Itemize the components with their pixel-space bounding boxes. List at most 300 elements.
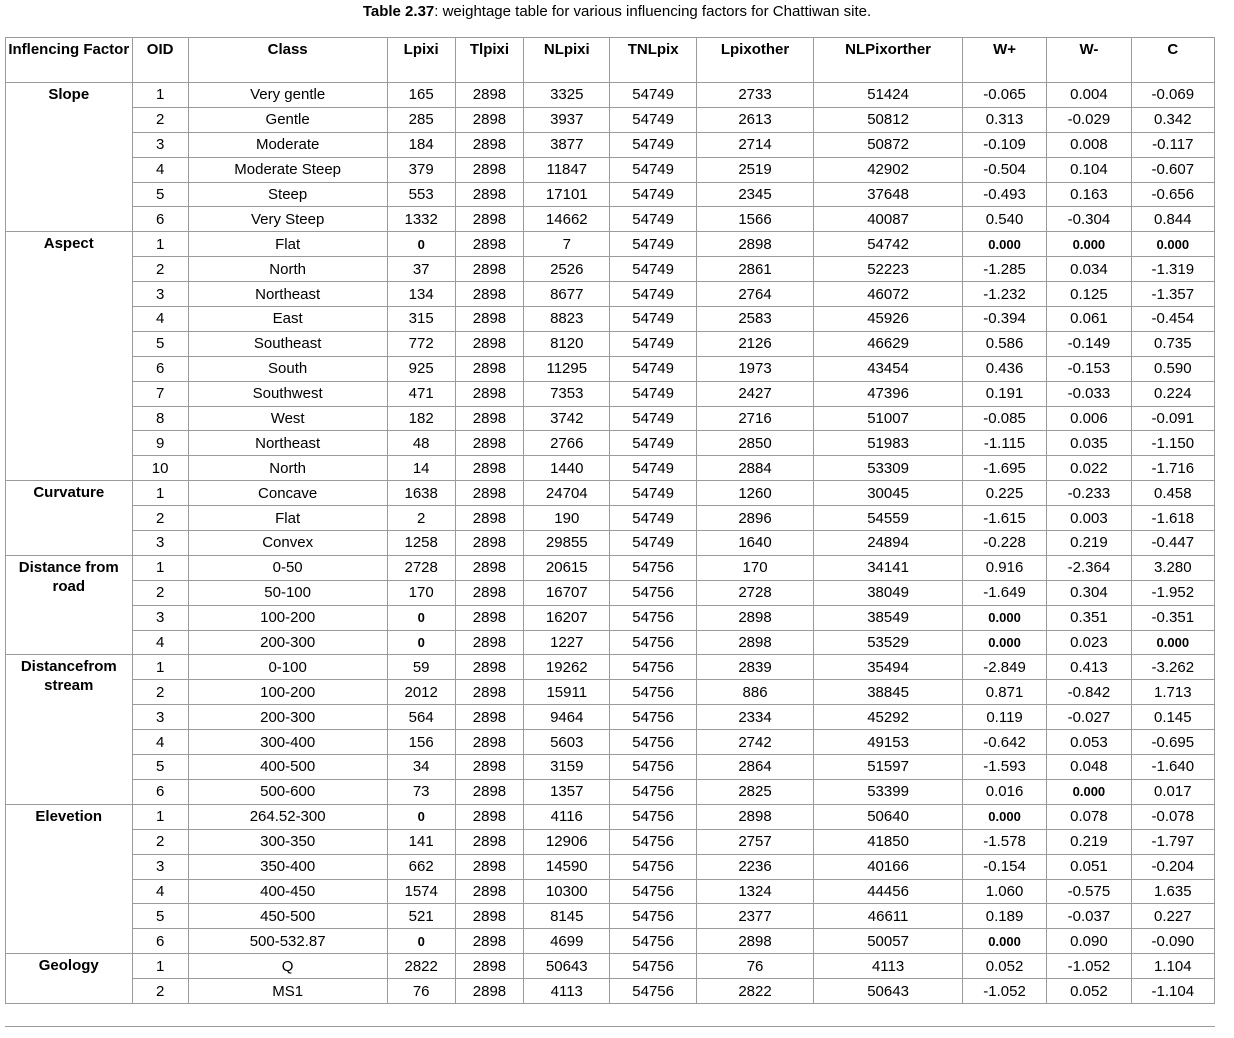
table-cell: 0 <box>387 929 455 954</box>
table-cell: 0.000 <box>1047 779 1131 804</box>
table-cell: 0.540 <box>962 207 1046 232</box>
table-cell: 0.225 <box>962 481 1046 506</box>
table-cell: -0.029 <box>1047 107 1131 132</box>
table-cell: 0.145 <box>1131 705 1214 730</box>
table-cell: -1.104 <box>1131 979 1214 1004</box>
table-cell: 0.224 <box>1131 381 1214 406</box>
table-cell: 2526 <box>524 257 610 282</box>
table-cell: 200-300 <box>188 630 387 655</box>
table-cell: 2126 <box>696 331 813 356</box>
table-cell: 2757 <box>696 829 813 854</box>
table-cell: 0 <box>387 630 455 655</box>
table-cell: 2427 <box>696 381 813 406</box>
table-cell: 2884 <box>696 456 813 481</box>
table-cell: 0.000 <box>1131 630 1214 655</box>
table-cell: 2 <box>132 506 188 531</box>
table-cell: 54749 <box>610 381 696 406</box>
table-cell: Gentle <box>188 107 387 132</box>
table-cell: 16707 <box>524 580 610 605</box>
table-cell: 2898 <box>455 207 523 232</box>
table-row <box>6 730 1215 755</box>
column-header: NLpixi <box>524 38 610 83</box>
table-cell: 2898 <box>455 655 523 680</box>
table-cell: 54742 <box>814 232 963 257</box>
table-cell: 59 <box>387 655 455 680</box>
table-cell: 0.342 <box>1131 107 1214 132</box>
table-row <box>6 580 1215 605</box>
table-cell: 29855 <box>524 531 610 556</box>
table-cell: -0.117 <box>1131 132 1214 157</box>
table-cell: 0.313 <box>962 107 1046 132</box>
table-cell: 2334 <box>696 705 813 730</box>
table-cell: 5603 <box>524 730 610 755</box>
table-cell: 34141 <box>814 555 963 580</box>
table-cell: 2898 <box>696 630 813 655</box>
table-cell: -1.150 <box>1131 431 1214 456</box>
table-cell: 47396 <box>814 381 963 406</box>
table-cell: 54749 <box>610 257 696 282</box>
table-cell: 2896 <box>696 506 813 531</box>
table-cell: 2 <box>132 979 188 1004</box>
table-cell: 2898 <box>455 257 523 282</box>
table-cell: 2898 <box>455 605 523 630</box>
table-cell: 1 <box>132 555 188 580</box>
table-cell: 6 <box>132 929 188 954</box>
table-cell: -0.493 <box>962 182 1046 207</box>
table-cell: 46072 <box>814 282 963 307</box>
table-cell: -1.695 <box>962 456 1046 481</box>
table-cell: -0.447 <box>1131 531 1214 556</box>
table-row <box>6 531 1215 556</box>
table-cell: 2898 <box>455 331 523 356</box>
column-header: W- <box>1047 38 1131 83</box>
table-cell: 450-500 <box>188 904 387 929</box>
table-cell: 2825 <box>696 779 813 804</box>
table-cell: -1.232 <box>962 282 1046 307</box>
column-header: Tlpixi <box>455 38 523 83</box>
table-cell: 2898 <box>455 531 523 556</box>
table-cell: Southeast <box>188 331 387 356</box>
table-cell: 54756 <box>610 904 696 929</box>
table-cell: 772 <box>387 331 455 356</box>
table-cell: 5 <box>132 331 188 356</box>
table-cell: -0.228 <box>962 531 1046 556</box>
table-cell: 2898 <box>455 979 523 1004</box>
table-cell: -0.078 <box>1131 804 1214 829</box>
table-cell: 0 <box>387 605 455 630</box>
table-cell: 1.713 <box>1131 680 1214 705</box>
table-cell: Q <box>188 954 387 979</box>
table-cell: 170 <box>696 555 813 580</box>
table-cell: 3 <box>132 132 188 157</box>
table-cell: 0.078 <box>1047 804 1131 829</box>
table-cell: 0.052 <box>962 954 1046 979</box>
table-row <box>6 257 1215 282</box>
table-row <box>6 705 1215 730</box>
table-cell: 2898 <box>455 431 523 456</box>
table-cell: 50640 <box>814 804 963 829</box>
table-cell: 50643 <box>814 979 963 1004</box>
table-cell: 54756 <box>610 954 696 979</box>
table-cell: 14662 <box>524 207 610 232</box>
table-cell: -1.615 <box>962 506 1046 531</box>
factor-cell: Geology <box>6 954 133 1004</box>
table-cell: 46629 <box>814 331 963 356</box>
table-cell: 0.458 <box>1131 481 1214 506</box>
table-cell: 0.023 <box>1047 630 1131 655</box>
table-cell: -0.149 <box>1047 331 1131 356</box>
table-cell: Flat <box>188 232 387 257</box>
table-cell: 6 <box>132 207 188 232</box>
table-cell: 54756 <box>610 580 696 605</box>
table-row <box>6 929 1215 954</box>
table-cell: 2898 <box>455 680 523 705</box>
table-cell: 2898 <box>455 879 523 904</box>
weightage-table <box>5 37 1215 1004</box>
table-cell: 285 <box>387 107 455 132</box>
table-cell: 2864 <box>696 755 813 780</box>
table-cell: 2898 <box>455 705 523 730</box>
table-cell: 2345 <box>696 182 813 207</box>
table-cell: 54756 <box>610 804 696 829</box>
table-cell: 100-200 <box>188 605 387 630</box>
table-cell: 37 <box>387 257 455 282</box>
table-cell: 165 <box>387 83 455 108</box>
table-cell: 0.590 <box>1131 356 1214 381</box>
table-cell: 1640 <box>696 531 813 556</box>
table-cell: 50812 <box>814 107 963 132</box>
table-row <box>6 157 1215 182</box>
table-cell: Moderate Steep <box>188 157 387 182</box>
table-cell: 2898 <box>455 282 523 307</box>
table-cell: Very gentle <box>188 83 387 108</box>
table-cell: -0.027 <box>1047 705 1131 730</box>
table-cell: 37648 <box>814 182 963 207</box>
caption-text: : weightage table for various influencing factors for Chattiwan site. <box>434 3 872 20</box>
table-cell: 53309 <box>814 456 963 481</box>
column-header: Lpixi <box>387 38 455 83</box>
table-cell: 2583 <box>696 307 813 332</box>
table-cell: Steep <box>188 182 387 207</box>
table-cell: 19262 <box>524 655 610 680</box>
table-cell: 54749 <box>610 406 696 431</box>
table-cell: 3 <box>132 605 188 630</box>
table-row <box>6 779 1215 804</box>
table-cell: 350-400 <box>188 854 387 879</box>
table-cell: 54749 <box>610 232 696 257</box>
table-cell: 2898 <box>455 630 523 655</box>
table-cell: 0.000 <box>962 605 1046 630</box>
table-cell: 0.051 <box>1047 854 1131 879</box>
table-cell: 0.189 <box>962 904 1046 929</box>
table-cell: Southwest <box>188 381 387 406</box>
table-cell: 1638 <box>387 481 455 506</box>
table-cell: -0.575 <box>1047 879 1131 904</box>
table-row <box>6 282 1215 307</box>
table-cell: 0.000 <box>962 630 1046 655</box>
table-cell: 2898 <box>455 406 523 431</box>
table-cell: 2898 <box>455 356 523 381</box>
table-cell: 886 <box>696 680 813 705</box>
table-cell: 0.436 <box>962 356 1046 381</box>
table-cell: 54756 <box>610 730 696 755</box>
table-cell: 54756 <box>610 829 696 854</box>
table-cell: 2898 <box>455 381 523 406</box>
table-cell: 2 <box>387 506 455 531</box>
table-cell: 0.003 <box>1047 506 1131 531</box>
table-cell: -0.454 <box>1131 307 1214 332</box>
table-cell: 1 <box>132 804 188 829</box>
table-cell: 76 <box>696 954 813 979</box>
table-cell: -0.695 <box>1131 730 1214 755</box>
table-body <box>6 83 1215 1004</box>
table-cell: 2728 <box>387 555 455 580</box>
table-cell: 2898 <box>455 730 523 755</box>
table-cell: -1.357 <box>1131 282 1214 307</box>
table-cell: 2 <box>132 107 188 132</box>
table-cell: 54756 <box>610 879 696 904</box>
table-cell: -1.285 <box>962 257 1046 282</box>
table-cell: 50-100 <box>188 580 387 605</box>
table-cell: 0.000 <box>1131 232 1214 257</box>
table-cell: -1.115 <box>962 431 1046 456</box>
table-cell: 35494 <box>814 655 963 680</box>
table-cell: 379 <box>387 157 455 182</box>
table-cell: -1.618 <box>1131 506 1214 531</box>
table-cell: 2898 <box>455 107 523 132</box>
table-cell: -0.069 <box>1131 83 1214 108</box>
table-row <box>6 904 1215 929</box>
table-cell: -1.649 <box>962 580 1046 605</box>
table-cell: 54749 <box>610 356 696 381</box>
table-cell: 564 <box>387 705 455 730</box>
table-cell: 2898 <box>455 83 523 108</box>
table-cell: 2898 <box>455 904 523 929</box>
table-cell: 0.191 <box>962 381 1046 406</box>
table-cell: 49153 <box>814 730 963 755</box>
table-row <box>6 307 1215 332</box>
table-row <box>6 232 1215 257</box>
table-row <box>6 680 1215 705</box>
table-cell: 1.104 <box>1131 954 1214 979</box>
table-cell: 50057 <box>814 929 963 954</box>
table-cell: 134 <box>387 282 455 307</box>
table-cell: 54749 <box>610 182 696 207</box>
table-cell: 45926 <box>814 307 963 332</box>
table-cell: 0.004 <box>1047 83 1131 108</box>
table-cell: 4 <box>132 879 188 904</box>
table-cell: 1227 <box>524 630 610 655</box>
table-cell: Moderate <box>188 132 387 157</box>
factor-cell: Curvature <box>6 481 133 556</box>
table-row <box>6 879 1215 904</box>
table-cell: 2519 <box>696 157 813 182</box>
table-cell: -0.656 <box>1131 182 1214 207</box>
table-cell: 51983 <box>814 431 963 456</box>
table-row <box>6 979 1215 1004</box>
column-header: TNLpix <box>610 38 696 83</box>
table-cell: 0 <box>387 232 455 257</box>
table-cell: 40166 <box>814 854 963 879</box>
table-caption <box>0 3 1234 20</box>
table-cell: 38049 <box>814 580 963 605</box>
table-cell: -1.640 <box>1131 755 1214 780</box>
table-cell: 8120 <box>524 331 610 356</box>
table-cell: 0.053 <box>1047 730 1131 755</box>
table-cell: 50643 <box>524 954 610 979</box>
table-cell: 0.304 <box>1047 580 1131 605</box>
table-cell: 1973 <box>696 356 813 381</box>
table-cell: 0.008 <box>1047 132 1131 157</box>
table-cell: -0.351 <box>1131 605 1214 630</box>
table-row <box>6 381 1215 406</box>
table-cell: 4 <box>132 630 188 655</box>
table-cell: 2898 <box>696 232 813 257</box>
table-cell: 4116 <box>524 804 610 829</box>
table-cell: 54749 <box>610 107 696 132</box>
table-cell: -3.262 <box>1131 655 1214 680</box>
header-row <box>6 38 1215 83</box>
table-cell: 0.227 <box>1131 904 1214 929</box>
table-cell: Convex <box>188 531 387 556</box>
table-row <box>6 655 1215 680</box>
table-cell: 54749 <box>610 481 696 506</box>
table-cell: 3937 <box>524 107 610 132</box>
table-cell: 264.52-300 <box>188 804 387 829</box>
table-cell: 0.035 <box>1047 431 1131 456</box>
table-cell: 8145 <box>524 904 610 929</box>
table-cell: 4 <box>132 307 188 332</box>
table-cell: -1.797 <box>1131 829 1214 854</box>
table-cell: 2 <box>132 257 188 282</box>
table-cell: Very Steep <box>188 207 387 232</box>
table-cell: -0.607 <box>1131 157 1214 182</box>
table-cell: 3877 <box>524 132 610 157</box>
factor-cell: Aspect <box>6 232 133 481</box>
table-cell: 2898 <box>455 779 523 804</box>
table-cell: 2898 <box>696 804 813 829</box>
table-cell: 0.022 <box>1047 456 1131 481</box>
table-cell: 1324 <box>696 879 813 904</box>
table-cell: 3.280 <box>1131 555 1214 580</box>
table-cell: -1.952 <box>1131 580 1214 605</box>
column-header: C <box>1131 38 1214 83</box>
table-cell: 4 <box>132 730 188 755</box>
table-cell: 2898 <box>455 506 523 531</box>
table-cell: -0.394 <box>962 307 1046 332</box>
table-cell: 54749 <box>610 431 696 456</box>
table-cell: -1.319 <box>1131 257 1214 282</box>
table-cell: 1 <box>132 954 188 979</box>
table-cell: 2898 <box>696 605 813 630</box>
table-cell: -0.642 <box>962 730 1046 755</box>
table-cell: 1258 <box>387 531 455 556</box>
table-cell: 0.090 <box>1047 929 1131 954</box>
table-cell: 184 <box>387 132 455 157</box>
table-cell: 54749 <box>610 132 696 157</box>
table-cell: 17101 <box>524 182 610 207</box>
table-cell: 0.871 <box>962 680 1046 705</box>
table-cell: 0.119 <box>962 705 1046 730</box>
table-row <box>6 207 1215 232</box>
table-cell: 54756 <box>610 929 696 954</box>
table-cell: 54756 <box>610 755 696 780</box>
table-cell: 54756 <box>610 630 696 655</box>
table-cell: 1 <box>132 655 188 680</box>
table-cell: 2822 <box>696 979 813 1004</box>
table-cell: 4113 <box>814 954 963 979</box>
table-cell: 2764 <box>696 282 813 307</box>
table-cell: 16207 <box>524 605 610 630</box>
table-cell: 2898 <box>455 232 523 257</box>
table-cell: 0 <box>387 804 455 829</box>
table-cell: 12906 <box>524 829 610 854</box>
table-cell: 0.413 <box>1047 655 1131 680</box>
table-cell: 73 <box>387 779 455 804</box>
table-cell: 300-350 <box>188 829 387 854</box>
table-cell: 54559 <box>814 506 963 531</box>
table-cell: 14590 <box>524 854 610 879</box>
table-cell: 2839 <box>696 655 813 680</box>
table-cell: 38845 <box>814 680 963 705</box>
table-cell: 54756 <box>610 979 696 1004</box>
table-cell: 471 <box>387 381 455 406</box>
table-cell: -0.085 <box>962 406 1046 431</box>
table-cell: 0.006 <box>1047 406 1131 431</box>
table-cell: 3742 <box>524 406 610 431</box>
table-cell: 1 <box>132 83 188 108</box>
table-cell: 52223 <box>814 257 963 282</box>
table-cell: 3 <box>132 282 188 307</box>
table-cell: 2898 <box>455 929 523 954</box>
table-cell: 2 <box>132 580 188 605</box>
table-cell: 46611 <box>814 904 963 929</box>
table-cell: 4 <box>132 157 188 182</box>
table-cell: 925 <box>387 356 455 381</box>
table-cell: 2898 <box>455 804 523 829</box>
table-cell: 54749 <box>610 207 696 232</box>
table-cell: 2898 <box>696 929 813 954</box>
table-cell: 54749 <box>610 506 696 531</box>
table-cell: -1.052 <box>1047 954 1131 979</box>
table-row <box>6 182 1215 207</box>
table-cell: 170 <box>387 580 455 605</box>
table-cell: 54756 <box>610 655 696 680</box>
table-cell: 7 <box>524 232 610 257</box>
table-cell: 2898 <box>455 580 523 605</box>
table-cell: 24894 <box>814 531 963 556</box>
table-cell: 44456 <box>814 879 963 904</box>
table-cell: Flat <box>188 506 387 531</box>
table-cell: 521 <box>387 904 455 929</box>
table-cell: 54749 <box>610 456 696 481</box>
table-cell: 0.104 <box>1047 157 1131 182</box>
table-cell: 54756 <box>610 555 696 580</box>
table-cell: 1566 <box>696 207 813 232</box>
table-cell: 5 <box>132 755 188 780</box>
table-cell: 8 <box>132 406 188 431</box>
table-cell: 2898 <box>455 307 523 332</box>
table-cell: 2377 <box>696 904 813 929</box>
table-cell: 8677 <box>524 282 610 307</box>
column-header: Inflencing Factor <box>6 38 133 83</box>
table-cell: -2.849 <box>962 655 1046 680</box>
column-header: Class <box>188 38 387 83</box>
column-header: W+ <box>962 38 1046 83</box>
table-cell: 2898 <box>455 555 523 580</box>
table-cell: 0.219 <box>1047 829 1131 854</box>
table-cell: 0.916 <box>962 555 1046 580</box>
